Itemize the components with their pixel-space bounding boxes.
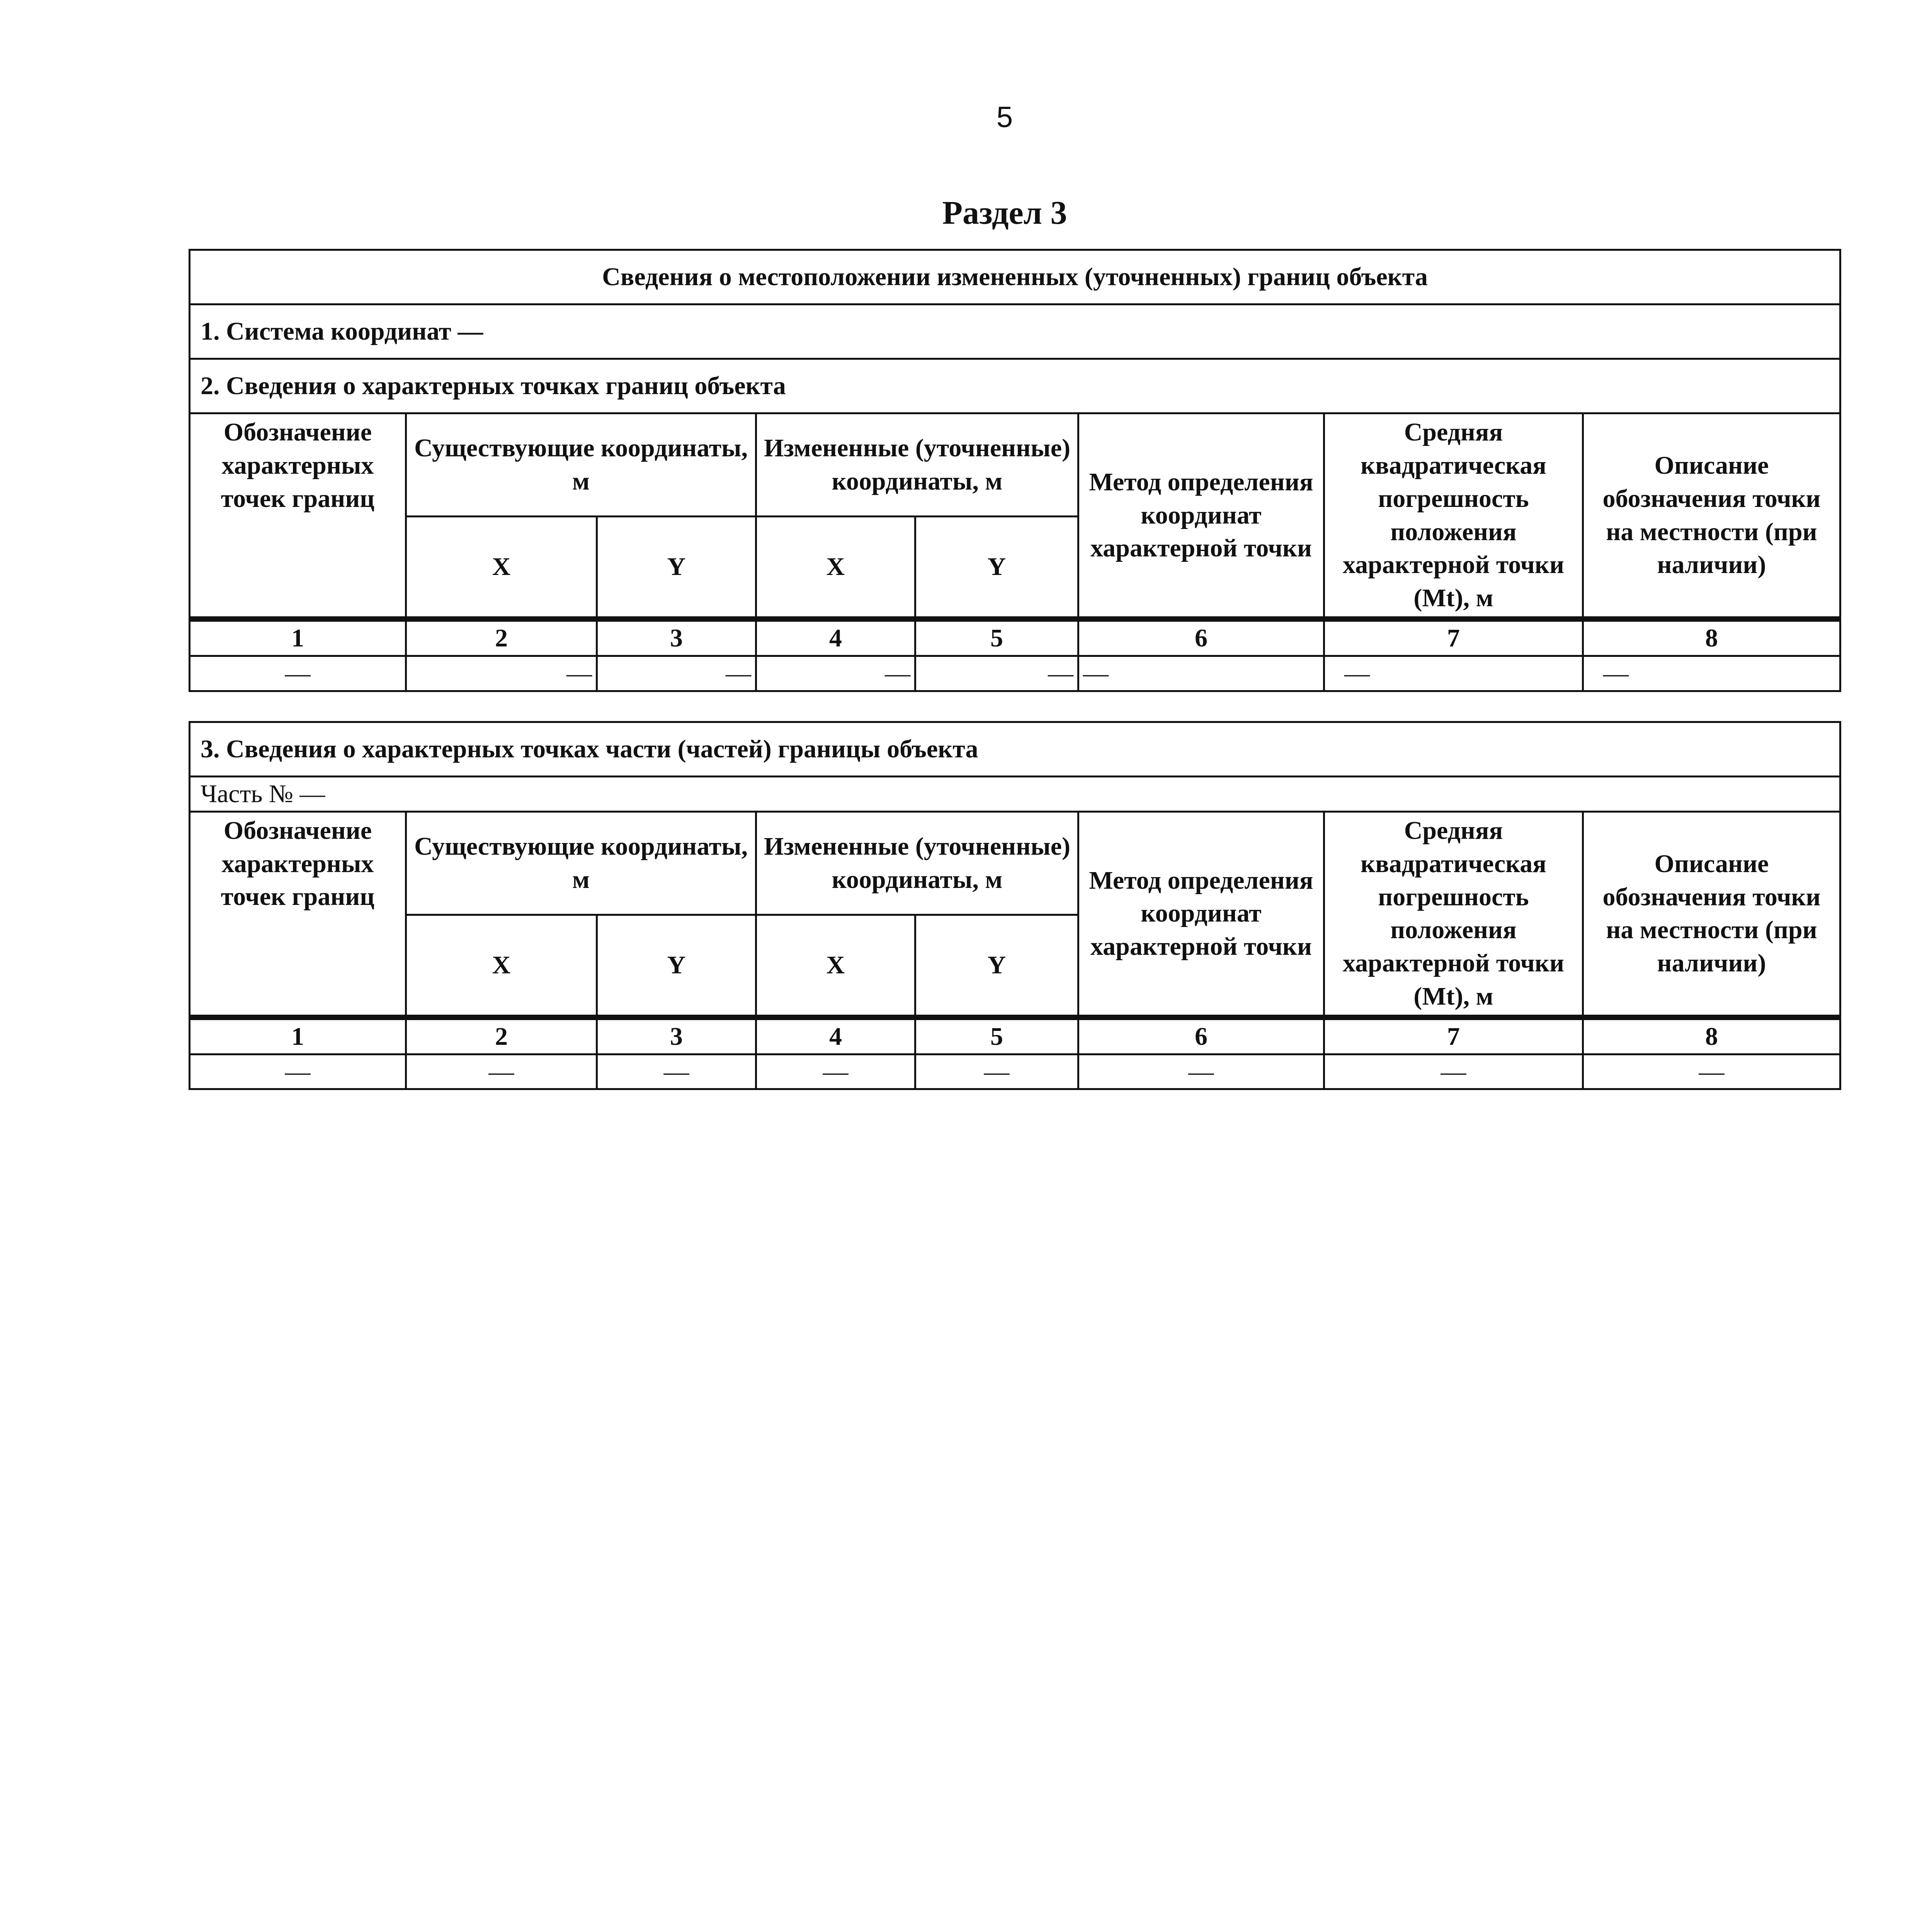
header-existing-y: Y (597, 517, 756, 619)
section-title: Раздел 3 (942, 194, 1067, 231)
column-numbers-row (190, 1017, 1840, 1054)
header-existing-x: X (406, 517, 597, 619)
header-existing-y: Y (597, 915, 756, 1017)
column-number: 5 (915, 1017, 1078, 1054)
table-cell: — (756, 1054, 915, 1089)
column-number: 4 (756, 1017, 915, 1054)
table-cell: — (756, 656, 915, 691)
points-section-title: 2. Сведения о характерных точках границ объекта (190, 359, 1840, 413)
column-number: 5 (915, 619, 1078, 656)
header-existing-coordinates: Существующие координаты, м (406, 811, 756, 915)
header-method: Метод определения координат характерной точки (1078, 811, 1324, 1017)
table-cell: — (190, 1054, 406, 1089)
column-number: 6 (1078, 619, 1324, 656)
header-changed-y: Y (915, 915, 1078, 1017)
boundary-location-table (189, 249, 1841, 692)
header-changed-x: X (756, 915, 915, 1017)
table-cell: — (406, 656, 597, 691)
header-error: Средняя квадратическая погрешность положения характерной точки (Mt), м (1324, 811, 1583, 1017)
column-number: 7 (1324, 1017, 1583, 1054)
header-changed-coordinates: Измененные (уточненные) координаты, м (756, 811, 1078, 915)
column-number: 4 (756, 619, 915, 656)
table-cell: — (1324, 1054, 1583, 1089)
part-number-row: Часть № — (190, 777, 1840, 812)
column-number: 3 (597, 619, 756, 656)
coordinate-system-row: 1. Система координат — (190, 304, 1840, 359)
header-description: Описание обозначения точки на местности (при наличии) (1583, 811, 1840, 1017)
column-number: 8 (1583, 619, 1840, 656)
column-numbers-row (190, 619, 1840, 656)
header-designation: Обозначение характерных точек границ (190, 811, 406, 1017)
table-row (190, 656, 1840, 691)
header-existing-x: X (406, 915, 597, 1017)
table-cell: — (1078, 656, 1324, 691)
column-number: 3 (597, 1017, 756, 1054)
header-method: Метод определения координат характерной точки (1078, 413, 1324, 619)
column-number: 1 (190, 1017, 406, 1054)
table-cell: — (1324, 656, 1583, 691)
table-title: 3. Сведения о характерных точках части (частей) границы объекта (190, 722, 1840, 777)
table-cell: — (915, 656, 1078, 691)
table-cell: — (597, 1054, 756, 1089)
table-row (190, 1054, 1840, 1089)
table-cell: — (1078, 1054, 1324, 1089)
column-number: 7 (1324, 619, 1583, 656)
column-number: 6 (1078, 1017, 1324, 1054)
header-changed-coordinates: Измененные (уточненные) координаты, м (756, 413, 1078, 517)
column-number: 1 (190, 619, 406, 656)
column-number: 2 (406, 1017, 597, 1054)
table-cell: — (1583, 656, 1840, 691)
table-cell: — (190, 656, 406, 691)
column-number: 2 (406, 619, 597, 656)
header-error: Средняя квадратическая погрешность положения характерной точки (Mt), м (1324, 413, 1583, 619)
header-existing-coordinates: Существующие координаты, м (406, 413, 756, 517)
table-cell: — (1583, 1054, 1840, 1089)
table-cell: — (597, 656, 756, 691)
column-number: 8 (1583, 1017, 1840, 1054)
header-changed-x: X (756, 517, 915, 619)
header-designation: Обозначение характерных точек границ (190, 413, 406, 619)
boundary-part-points-table (189, 721, 1841, 1090)
header-description: Описание обозначения точки на местности (при наличии) (1583, 413, 1840, 619)
table-title: Сведения о местоположении измененных (уточненных) границ объекта (190, 250, 1840, 304)
header-changed-y: Y (915, 517, 1078, 619)
page-number: 5 (996, 101, 1013, 134)
table-cell: — (915, 1054, 1078, 1089)
table-cell: — (406, 1054, 597, 1089)
